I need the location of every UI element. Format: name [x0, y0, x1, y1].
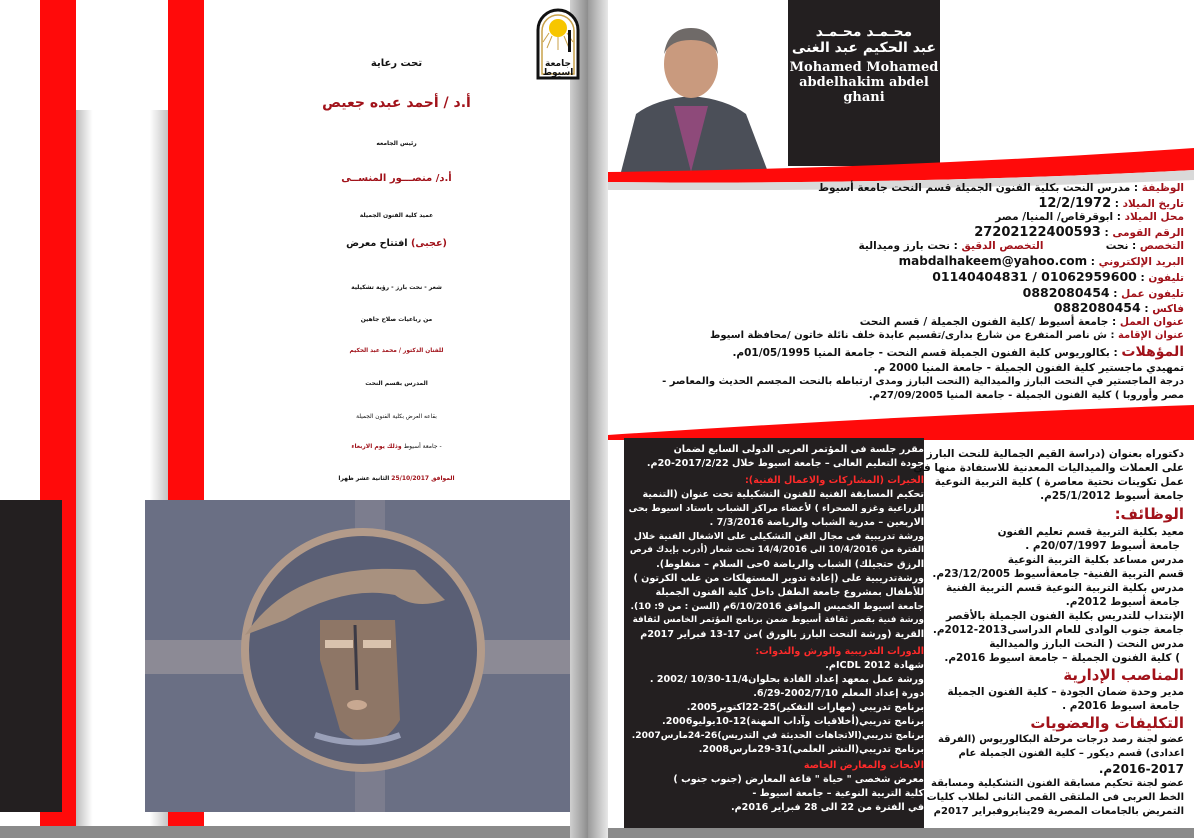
info-label: تليفون	[1148, 272, 1184, 284]
info-value: 0882080454	[1022, 285, 1110, 300]
info-row-birthdate	[1038, 196, 1184, 211]
info-value: جامعة أسيوط /كلية الفنون الجميلة / قسم النحت	[859, 316, 1109, 328]
info-row-national-id	[974, 225, 1184, 240]
info-row-birthplace	[995, 211, 1184, 223]
info-label: الرقم القومى	[1112, 227, 1184, 239]
email-link[interactable]: mabdalhakeem@yahoo.com	[898, 254, 1088, 268]
exhibition-name: (عجبى)	[411, 238, 447, 249]
info-row-work-phone	[1023, 285, 1184, 300]
assignment-line: الخط العربى فى الملتقى القمى الثانى لطلاب كليات	[926, 792, 1184, 803]
info-sep: :	[1128, 240, 1140, 252]
job-line: مدرس مساعد بكلية التربية النوعية	[1007, 554, 1184, 566]
venue-university: - جامعة أسيوط	[403, 443, 442, 450]
svg-text:جامعة: جامعة	[545, 59, 571, 69]
info-label: عنوان الإقامة	[1117, 330, 1184, 341]
flyer-bottom-border	[0, 826, 588, 838]
qualification-line: درجة الماجستير في النحت البارز والميدالية (النحت البارز ومدى ارتباطه بالنحت المجسم الحديث والمعاصر -	[662, 376, 1184, 387]
info-sep: :	[1111, 198, 1123, 210]
dark-line: جامعة اسيوط الخميس الموافق 6/10/2016م (السن : من 9: 10).	[630, 601, 924, 612]
info-value: ابوقرقاص/ المنيا/ مصر	[995, 211, 1114, 223]
dark-line: القرية (ورشة النحت البارز بالورق )من 17-13 فبراير 2017م	[640, 629, 924, 640]
dark-heading: الابحاث والمعارض الخاصة	[803, 760, 924, 771]
dark-line: ورشة عمل بمعهد إعداد القادة بحلوان11/4-10/30 /2002 .	[649, 674, 924, 685]
info-row-work-address	[860, 316, 1184, 328]
info-row-email	[899, 254, 1184, 268]
name-english-line3: ghani	[843, 90, 885, 105]
assignment-line: التمريض بالجامعات المصرية 29ينايروفبراير 2017م	[933, 806, 1184, 817]
dark-heading: الدورات التدريبية والورش والندوات:	[755, 646, 924, 657]
dean-name: أ.د/ منصـــور المنســى	[341, 173, 452, 184]
info-sep: :	[949, 240, 962, 252]
doctorate-line: على العملات والميداليات المعدنية للاستفادة منها في	[913, 462, 1184, 474]
exhibition-flyer	[0, 0, 588, 838]
info-label: فاكس	[1152, 303, 1184, 315]
relief-sculpture-image	[145, 500, 570, 812]
assignment-line: عضو لجنة رصد درجات مرحلة البكالوريوس (الفرقة	[937, 734, 1184, 745]
exhibition-source: من رباعيات صلاح جاهين	[360, 316, 433, 323]
name-english-line2: abdelhakim abdel	[799, 75, 929, 90]
job-line: قسم التربية الفنية- جامعةأسيوط 23/12/2005م.	[932, 568, 1184, 580]
info-value: 01062959600 / 01140404831	[932, 269, 1137, 284]
event-time: الثانية عشر ظهرا	[338, 475, 390, 482]
relief-face-drawing	[145, 500, 570, 812]
doctorate-line: دكتوراه بعنوان (دراسة القيم الجمالية للنحت البارز	[926, 448, 1184, 460]
info-value: مدرس النحت بكلية الفنون الجميلة قسم النحت جامعة أسيوط	[818, 182, 1131, 194]
info-label: التخصص	[1139, 240, 1184, 252]
job-line: جامعة أسيوط 2012م.	[1065, 596, 1180, 608]
job-line: معيد بكلية التربية قسم تعليم الفنون	[997, 526, 1184, 538]
qualification-line: مصر وأوروبا ) كلية الفنون الجميلة - جامعة المنيا 27/09/2005م.	[868, 390, 1184, 401]
dean-title: عميد كلية الفنون الجميلة	[359, 212, 434, 219]
dark-line: شهادة 2012 ICDLم.	[825, 660, 924, 671]
dark-line: برنامج تدريبي(الاتجاهات الحديثة في التدريس)26-24مارس2007.	[631, 730, 924, 741]
experience-dark-column	[624, 438, 924, 838]
cv-bottom-border	[608, 828, 1194, 838]
info-sep: :	[1136, 272, 1149, 284]
info-label: تاريخ الميلاد	[1122, 198, 1184, 210]
info-label: تليفون عمل	[1121, 288, 1184, 300]
info-label: البريد الإلكتروني	[1098, 256, 1184, 268]
date-prefix: الموافق	[431, 475, 455, 482]
admin-heading: المناصب الإدارية	[1063, 666, 1184, 684]
subspecialty-label: التخصص الدقيق	[961, 240, 1044, 252]
info-row-fax	[1054, 300, 1184, 315]
info-sep: :	[1140, 303, 1153, 315]
info-value: نحت	[1105, 240, 1129, 252]
admin-line: جامعة اسيوط 2016م .	[1062, 700, 1180, 712]
doctorate-line: عمل تكوينات نحتية معاصرة ) كلية التربية النوعية	[934, 476, 1184, 488]
dark-line: كلية التربية النوعية – جامعة اسيوط -	[752, 788, 924, 799]
dark-line: الفترة من 10/4/2016 الى 14/4/2016 تحت شعار (أدرب بإيدك فرص	[629, 545, 924, 555]
page-separator	[588, 0, 608, 838]
name-arabic-line1: محـمـد محـمـد	[815, 24, 913, 40]
dark-line: برنامج تدريبي(أخلاقيات وآداب المهنة)12-10يوليو2006.	[662, 716, 924, 727]
name-arabic-line2: عبد الحكيم عبد الغنى	[791, 40, 937, 56]
job-line: الإنتداب للتدريس بكلية الفنون الجميلة بالأقصر	[945, 610, 1184, 622]
job-line: جامعة أسيوط 20/07/1997م .	[1025, 540, 1180, 552]
qualification-line: : بكالوريوس كلية الفنون الجميلة قسم النحت - جامعة المنيا 01/05/1995م.	[732, 347, 1122, 359]
venue-day	[205, 443, 588, 450]
president-title: رئيس الجامعه	[376, 140, 417, 147]
dark-line: برنامج تدريبي (مهارات التفكير)25-22اكتوبر2005.	[686, 702, 924, 713]
dark-line: برنامج تدريبي(النشر العلمي)31-29مارس2008.	[698, 744, 924, 755]
job-line: جامعة جنوب الوادى للعام الدراسى2013-2012م.	[932, 624, 1184, 636]
event-date: 25/10/2017	[391, 475, 430, 482]
cv-page	[608, 0, 1194, 838]
qualification-line: تمهيدي ماجستير كلية الفنون الجميلة - جامعة المنيا 2000 م.	[873, 362, 1184, 374]
dark-line: في الفترة من 22 الى 28 فبراير 2016م.	[730, 802, 924, 813]
assignments-heading: التكليفات والعضويات	[1030, 714, 1184, 732]
info-value: ش ناصر المتفرع من شارع بدارى/تقسيم عابدة خلف نائلة خاتون /محافظة اسيوط	[710, 330, 1107, 341]
opening-label: افتتاح معرض	[346, 238, 408, 249]
dark-line: ورشةتدريبية على (إعادة تدوير المستهلكات من علب الكرتون )	[633, 573, 924, 584]
info-row-home-address	[710, 330, 1184, 341]
svg-text:اسيوط: اسيوط	[542, 68, 574, 78]
flyer-text-block	[205, 0, 588, 520]
jobs-heading: الوظائف:	[1114, 505, 1184, 523]
dark-line: جودة التعليم العالى – جامعة اسيوط خلال 2017/2/22-20م.	[646, 458, 924, 469]
president-name: أ.د / أحمد عبده جعيص	[322, 95, 471, 111]
red-swoosh-middle	[608, 395, 1194, 440]
exhibition-genres: شعر - نحت بارز - رؤية تشكيلية	[351, 284, 442, 291]
qualifications-row	[732, 344, 1184, 360]
dark-heading: الخبرات (المشاركات والاعمال الفنية):	[744, 475, 924, 486]
venue: بقاعه العرض بكلية الفنون الجميلة	[356, 414, 437, 420]
dark-line: للأطفال بمشروع جامعة الطفل داخل كلية الفنون الجميلة	[655, 587, 924, 598]
artist-name: للفنان الدكتور / محمد عبد الحكيم	[349, 348, 444, 354]
dark-line: تحكيم المسابقة الفنية للفنون التشكيلية تحت عنوان (التنمية	[642, 489, 924, 500]
dark-line: الاربعين – مدرية الشباب والرياضة 7/3/2016 .	[709, 517, 924, 528]
under-patronage: تحت رعاية	[370, 58, 423, 69]
dark-line: معرض شخصى " حياة " قاعة المعارض (جنوب جنوب )	[673, 774, 924, 785]
job-line: ) كلية الفنون الجميلة – جامعة اسيوط 2016م.	[944, 652, 1180, 664]
info-sep: :	[1087, 256, 1099, 268]
exhibition-opening	[205, 238, 588, 249]
info-sep: :	[1100, 227, 1113, 239]
info-sep: :	[1109, 288, 1122, 300]
dark-line: مقرر جلسة فى المؤتمر العربى الدولى السابع لضمان	[673, 444, 924, 455]
info-label: الوظيفة	[1141, 182, 1184, 194]
admin-line: مدير وحدة ضمان الجودة – كلية الفنون الجميلة	[947, 686, 1184, 698]
dark-line: ورشة تدريبية فى مجال الفن التشكيلى على الاشغال الفنية خلال	[633, 531, 924, 542]
info-sep: :	[1106, 330, 1118, 341]
assignment-line: اعدادى) قسم ديكور – كلية الفنون الجميلة عام	[958, 748, 1184, 759]
dark-line: الرزق حتجيلك) الشباب والرياضة 0حى السلام – منفلوط).	[656, 559, 924, 570]
info-sep: :	[1113, 211, 1125, 223]
dark-line: ورشة فنية بقصر ثقافة أسيوط ضمن برنامج المؤتمر الخامس لثقافة	[632, 615, 924, 625]
assignment-line: 2016-2017م.	[1098, 762, 1184, 776]
info-row-phone	[932, 269, 1184, 284]
artist-title: المدرس بقسم النحت	[365, 380, 428, 387]
dark-panel-bottom-left	[0, 500, 62, 812]
doctorate-line: جامعة أسيوط 25/1/2012م.	[1040, 490, 1184, 502]
subspecialty-value: نحت بارز وميدالية	[858, 240, 950, 252]
qualifications-label: المؤهلات	[1121, 344, 1184, 360]
info-label: محل الميلاد	[1124, 211, 1184, 223]
dark-line: الزراعية وغزو الصحراء ) لأعضاء مراكز الشباب باستاد اسيوط بحى	[628, 503, 924, 514]
info-value: 0882080454	[1053, 300, 1141, 315]
info-label: عنوان العمل	[1119, 316, 1184, 328]
job-line: مدرس النحت ( النحت البارز والميدالية	[989, 638, 1184, 650]
dark-line: دورة إعداد المعلم 2002/7/10-6/29.	[753, 688, 924, 699]
name-english-line1: Mohamed Mohamed	[789, 60, 939, 75]
event-date-time	[205, 475, 588, 482]
info-row-job	[818, 182, 1184, 194]
info-value: 27202122400593	[974, 225, 1101, 240]
assignment-line: عضو لجنة تحكيم مسابقة الفنون التشكيلية ومسابقة	[931, 778, 1184, 789]
info-row-specialty	[858, 240, 1184, 252]
info-sep: :	[1130, 182, 1142, 194]
job-line: مدرس بكلية التربية النوعية قسم التربية الفنية	[945, 582, 1184, 594]
info-sep: :	[1108, 316, 1120, 328]
event-day: وذلك يوم الاربعاء	[351, 443, 402, 450]
info-value: 12/2/1972	[1038, 196, 1112, 211]
